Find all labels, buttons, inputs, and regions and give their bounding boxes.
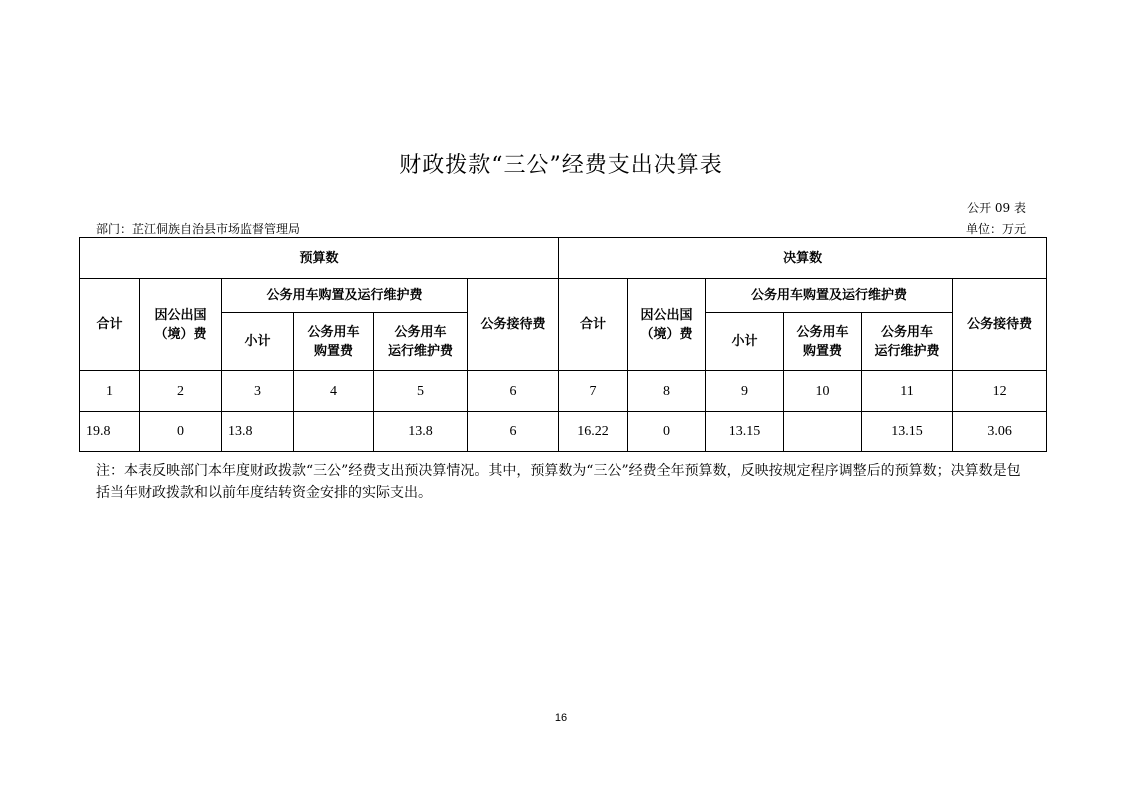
final-abroad-header-line1: 因公出国 [640, 307, 693, 323]
index-cell: 9 [706, 371, 784, 412]
budget-purchase-header [294, 313, 374, 371]
final-reception-header: 公务接待费 [953, 279, 1047, 371]
index-cell: 11 [862, 371, 953, 412]
budget-operation-header-line1: 公务用车 [394, 324, 447, 340]
index-cell: 10 [784, 371, 862, 412]
budget-total-header: 合计 [80, 279, 140, 371]
final-total-value: 16.22 [559, 412, 628, 452]
group-header-row [80, 238, 1047, 279]
index-cell: 1 [80, 371, 140, 412]
final-operation-value: 13.15 [862, 412, 953, 452]
index-cell: 5 [374, 371, 468, 412]
budget-purchase-header-line1: 公务用车 [307, 324, 360, 340]
footnote: 注：本表反映部门本年度财政拨款“三公”经费支出预决算情况。其中，预算数为“三公”经费全年预算数，反映按规定程序调整后的预算数；决算数是包括当年财政拨款和以前年度结转资金安排的实际支出。 [96, 463, 1021, 501]
final-reception-value: 3.06 [953, 412, 1047, 452]
unit-label: 单位：万元 [965, 222, 1026, 236]
final-operation-header [862, 313, 953, 371]
column-header-row [80, 279, 1047, 313]
value-row [80, 412, 1047, 452]
index-cell: 3 [222, 371, 294, 412]
expense-table [79, 237, 1047, 452]
budget-abroad-header [140, 279, 222, 371]
index-row [80, 371, 1047, 412]
index-cell: 2 [140, 371, 222, 412]
budget-abroad-header-line1: 因公出国 [154, 307, 207, 323]
budget-subtotal-value: 13.8 [222, 412, 294, 452]
budget-vehicle-group-header: 公务用车购置及运行维护费 [222, 279, 468, 313]
index-cell: 7 [559, 371, 628, 412]
budget-abroad-header-line2: （境）费 [154, 326, 207, 342]
budget-abroad-value: 0 [140, 412, 222, 452]
budget-operation-value: 13.8 [374, 412, 468, 452]
final-purchase-header-line2: 购置费 [803, 343, 843, 359]
department-label: 部门：芷江侗族自治县市场监督管理局 [96, 222, 301, 236]
budget-subtotal-header: 小计 [222, 313, 294, 371]
index-cell: 8 [628, 371, 706, 412]
final-operation-header-line1: 公务用车 [881, 324, 934, 340]
index-cell: 6 [468, 371, 559, 412]
final-subtotal-value: 13.15 [706, 412, 784, 452]
final-total-header: 合计 [559, 279, 628, 371]
budget-reception-value: 6 [468, 412, 559, 452]
form-number: 公开 09 表 [967, 201, 1026, 215]
page-number: 16 [554, 712, 568, 724]
final-subtotal-header: 小计 [706, 313, 784, 371]
final-purchase-value [784, 412, 862, 452]
final-abroad-header [628, 279, 706, 371]
final-abroad-value: 0 [628, 412, 706, 452]
budget-purchase-header-line2: 购置费 [313, 343, 353, 359]
budget-operation-header-line2: 运行维护费 [387, 343, 453, 359]
index-cell: 12 [953, 371, 1047, 412]
budget-purchase-value [294, 412, 374, 452]
budget-group-header: 预算数 [80, 238, 559, 279]
final-vehicle-group-header: 公务用车购置及运行维护费 [706, 279, 953, 313]
budget-total-value: 19.8 [80, 412, 140, 452]
index-cell: 4 [294, 371, 374, 412]
final-group-header: 决算数 [559, 238, 1047, 279]
final-abroad-header-line2: （境）费 [640, 326, 693, 342]
final-purchase-header-line1: 公务用车 [796, 324, 849, 340]
budget-operation-header [374, 313, 468, 371]
budget-reception-header: 公务接待费 [468, 279, 559, 371]
final-operation-header-line2: 运行维护费 [874, 343, 940, 359]
page-title: 财政拨款“三公”经费支出决算表 [399, 153, 723, 178]
final-purchase-header [784, 313, 862, 371]
